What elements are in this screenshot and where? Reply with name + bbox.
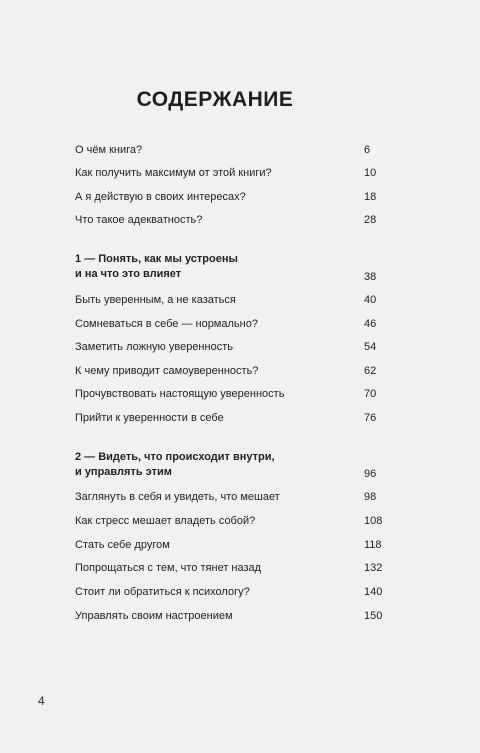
section-heading-line: 2 — Видеть, что происходит внутри, bbox=[75, 451, 275, 463]
toc-entry-title: Как получить максимум от этой книги? bbox=[75, 167, 272, 179]
toc-entry-title: Попрощаться с тем, что тянет назад bbox=[75, 562, 262, 574]
toc-entry-page: 150 bbox=[364, 610, 383, 622]
toc-entry-title: Стать себе другом bbox=[75, 539, 170, 551]
toc-entry-page: 10 bbox=[364, 167, 377, 179]
toc-entry-page: 40 bbox=[364, 294, 377, 306]
toc-entry-page: 18 bbox=[364, 191, 377, 203]
toc-entry-page: 46 bbox=[364, 318, 377, 330]
toc-entry-title: К чему приводит самоуверенность? bbox=[75, 365, 259, 377]
toc-entry-page: 76 bbox=[364, 412, 377, 424]
toc-entry-title: Заметить ложную уверенность bbox=[75, 341, 233, 353]
section-heading-line: и управлять этим bbox=[75, 466, 172, 478]
section-heading-line: и на что это влияет bbox=[75, 268, 182, 280]
toc-entry-page: 38 bbox=[364, 271, 377, 283]
toc-entry-title: Сомневаться в себе — нормально? bbox=[75, 318, 258, 330]
toc-entry-page: 28 bbox=[364, 214, 377, 226]
toc-entry-title: Как стресс мешает владеть собой? bbox=[75, 515, 256, 527]
toc-entry-page: 140 bbox=[364, 586, 383, 598]
toc-entry-page: 62 bbox=[364, 365, 377, 377]
toc-entry-page: 70 bbox=[364, 388, 377, 400]
section-heading-line: 1 — Понять, как мы устроены bbox=[75, 253, 238, 265]
toc-entry-page: 108 bbox=[364, 515, 383, 527]
toc-entry-page: 98 bbox=[364, 491, 377, 503]
section-heading-title bbox=[75, 252, 238, 282]
section-heading-title bbox=[75, 450, 275, 480]
toc-entry-page: 6 bbox=[364, 144, 371, 156]
toc-entry-page: 54 bbox=[364, 341, 377, 353]
toc-entry-page: 132 bbox=[364, 562, 383, 574]
toc-entry-page: 96 bbox=[364, 468, 377, 480]
page-title: СОДЕРЖАНИЕ bbox=[136, 88, 294, 111]
toc-entry-title: Управлять своим настроением bbox=[75, 610, 233, 622]
toc-entry-title: Заглянуть в себя и увидеть, что мешает bbox=[75, 491, 280, 503]
toc-entry-title: А я действую в своих интересах? bbox=[75, 191, 246, 203]
toc-entry-page: 118 bbox=[364, 539, 382, 551]
page-number: 4 bbox=[38, 694, 45, 708]
toc-entry-title: Прийти к уверенности в себе bbox=[75, 412, 224, 424]
toc-entry-title: Стоит ли обратиться к психологу? bbox=[75, 586, 250, 598]
toc-entry-title: Прочувствовать настоящую уверенность bbox=[75, 388, 285, 400]
toc-entry-title: Что такое адекватность? bbox=[75, 214, 203, 226]
toc-entry-title: Быть уверенным, а не казаться bbox=[75, 294, 236, 306]
toc-entry-title: О чём книга? bbox=[75, 144, 143, 156]
